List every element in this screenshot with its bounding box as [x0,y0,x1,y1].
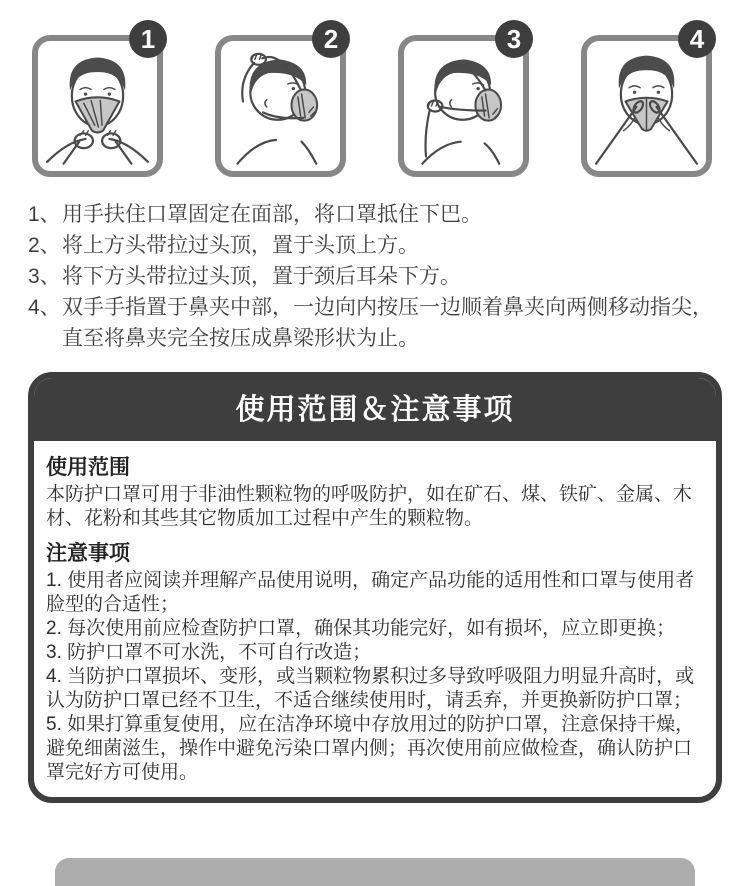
instruction-2-text: 将上方头带拉过头顶，置于头顶上方。 [62,234,419,257]
instruction-list [0,199,750,354]
precaution-item-5: 5. 如果打算重复使用，应在洁净环境中存放用过的防护口罩，注意保持干燥，避免细菌滋生，操作中避免污染口罩内侧；再次使用前应做检查，确认防护口罩完好方可使用。 [46,714,695,783]
precautions-heading: 注意事项 [46,542,130,565]
notice-panel-body [34,441,716,797]
instruction-item-3 [28,261,722,292]
step-card-2 [215,23,346,177]
step-1-illustration-mask-on-face-icon [38,41,157,171]
instruction-2-marker: 2、 [28,234,61,257]
step-card-1 [32,23,163,177]
step-4-badge: 4 [678,20,716,58]
instruction-item-4 [28,292,722,354]
notice-panel-title: 使用范围＆注意事项 [34,378,716,441]
step-3-illustration-strap-behind-neck-icon [404,41,523,171]
precaution-item-2: 2. 每次使用前应检查防护口罩，确保其功能完好，如有损坏，应立即更换； [46,618,676,639]
precaution-item-1: 1. 使用者应阅读并理解产品使用说明，确定产品功能的适用性和口罩与使用者脸型的合适性； [46,570,695,615]
notice-panel [28,372,722,803]
step-3-badge: 3 [495,20,533,58]
step-1-badge: 1 [129,20,167,58]
step-2-illustration-strap-over-head-icon [221,41,340,171]
next-section-strip [55,858,695,886]
instruction-item-1 [28,199,722,230]
scope-text: 本防护口罩可用于非油性颗粒物的呼吸防护，如在矿石、煤、铁矿、金属、木材、花粉和其些其它物质加工过程中产生的颗粒物。 [46,484,693,529]
instruction-3-marker: 3、 [28,265,61,288]
precaution-item-3: 3. 防护口罩不可水洗，不可自行改造； [46,642,372,663]
step-card-4 [581,23,712,177]
instruction-1-text: 用手扶住口罩固定在面部，将口罩抵住下巴。 [62,203,482,226]
steps-row [0,0,750,177]
step-4-illustration-press-noseclip-icon [587,41,706,171]
instruction-1-marker: 1、 [28,203,61,226]
instruction-item-2 [28,230,722,261]
instruction-4-marker: 4、 [28,296,61,319]
instruction-3-text: 将下方头带拉过头顶，置于颈后耳朵下方。 [62,265,461,288]
step-card-3 [398,23,529,177]
step-2-badge: 2 [312,20,350,58]
scope-heading: 使用范围 [46,456,130,479]
instruction-4-text: 双手手指置于鼻夹中部，一边向内按压一边顺着鼻夹向两侧移动指尖，直至将鼻夹完全按压成鼻梁形状为止。 [62,296,713,350]
precaution-item-4: 4. 当防护口罩损坏、变形，或当颗粒物累积过多导致呼吸阻力明显升高时，或认为防护口罩已经不卫生，不适合继续使用时，请丢弃，并更换新防护口罩； [46,666,695,711]
